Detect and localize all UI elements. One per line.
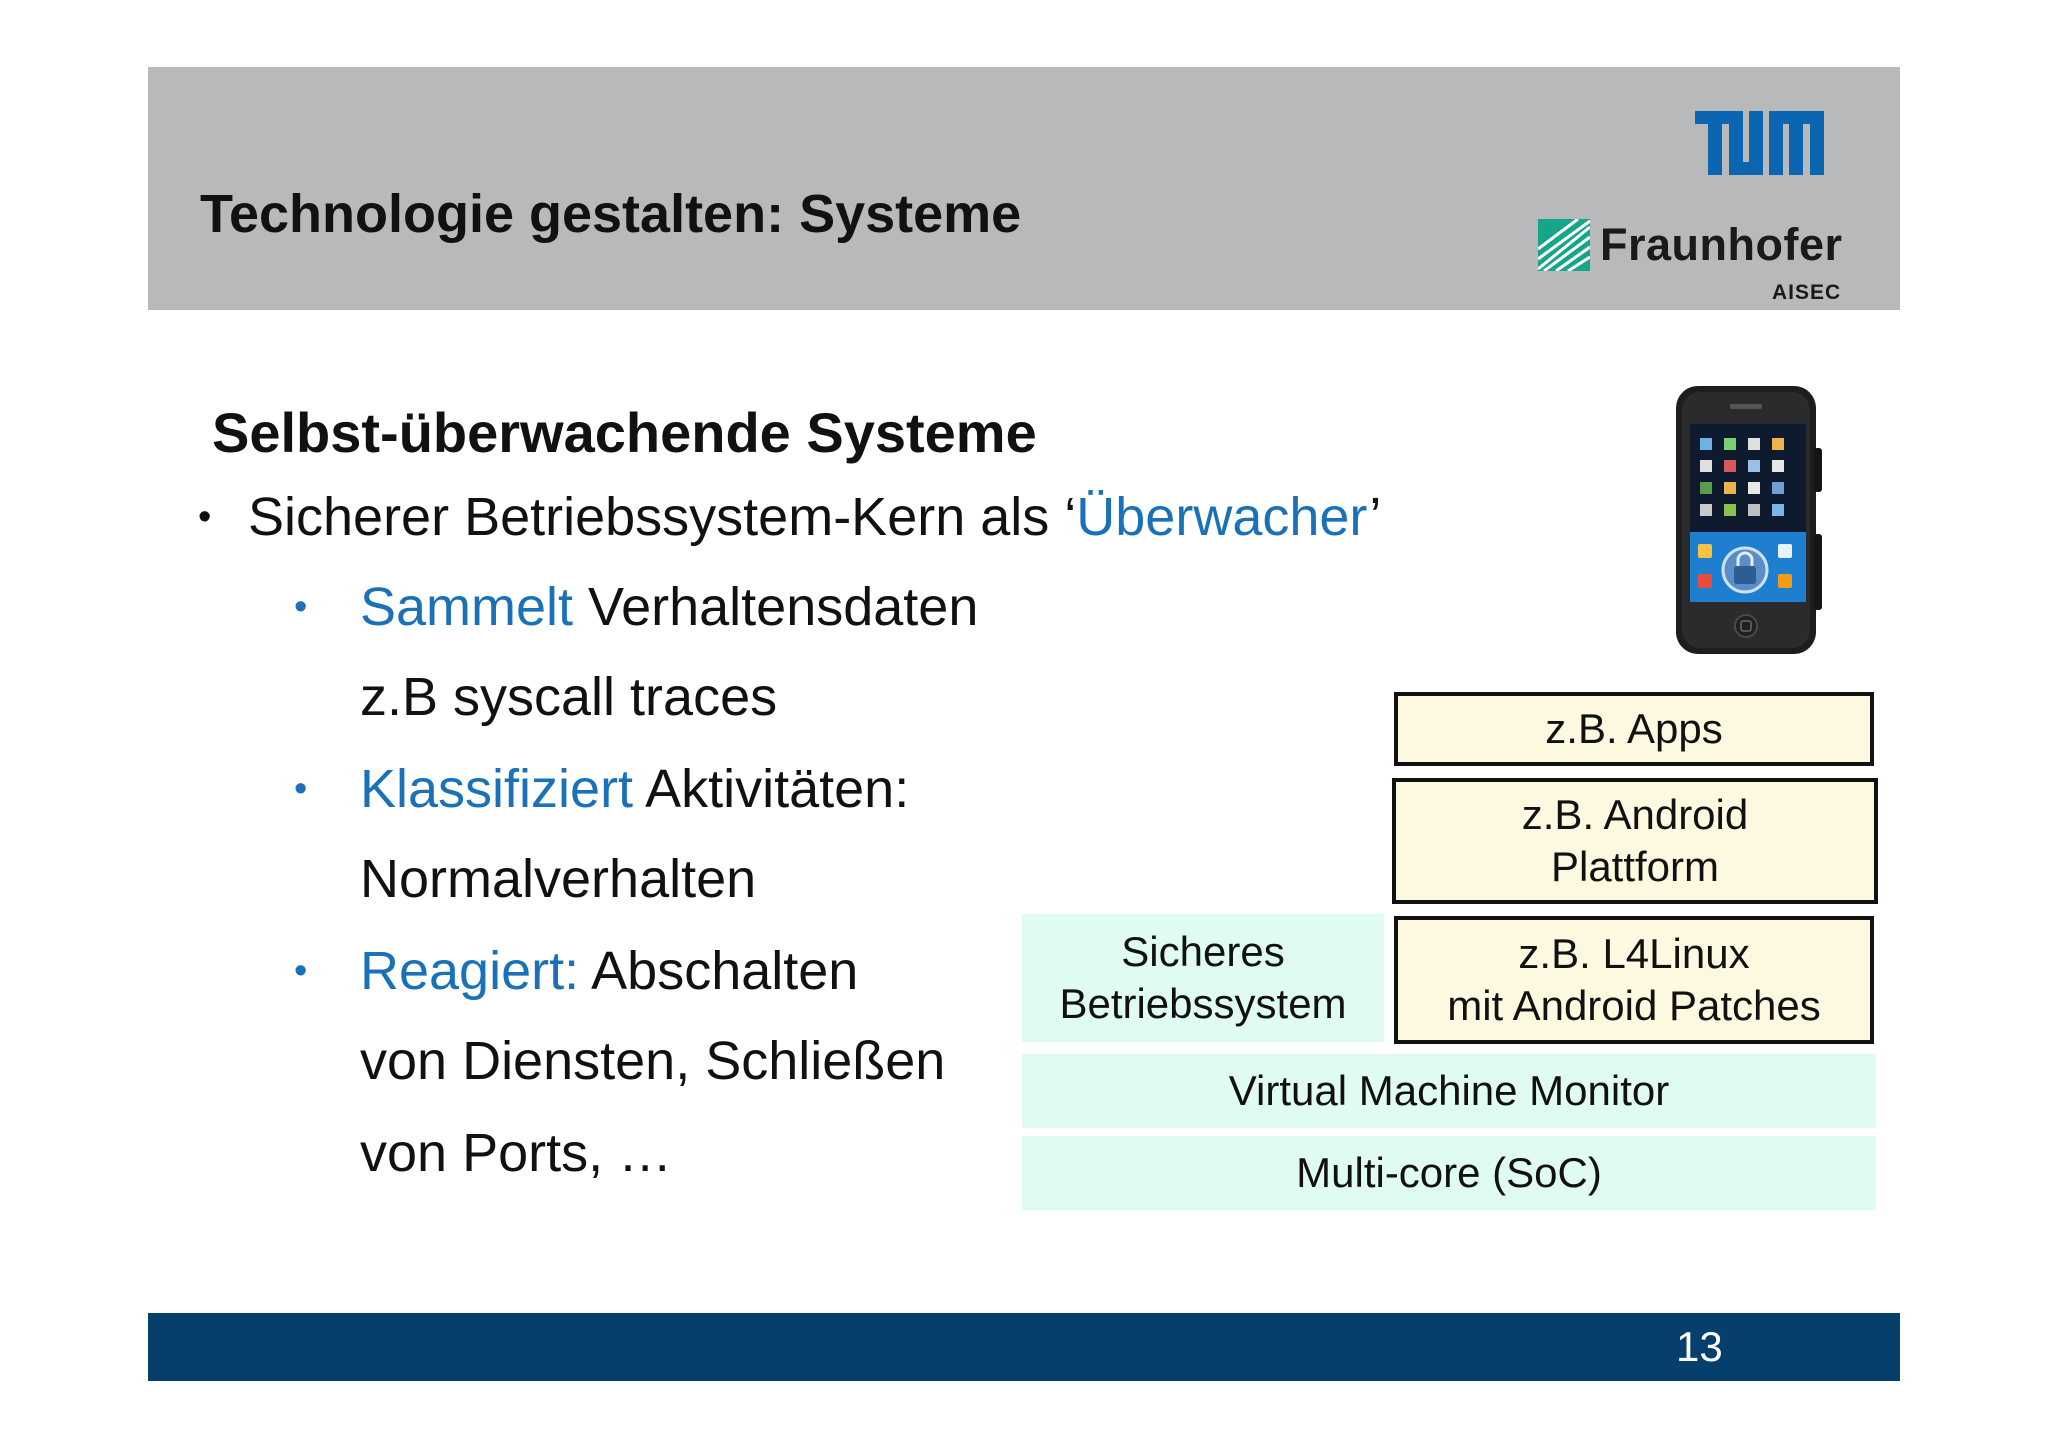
- bullet-text: [248, 484, 1381, 550]
- layer-l4linux-line1: z.B. L4Linux: [1518, 930, 1750, 977]
- layer-l4linux-line2: mit Android Patches: [1447, 982, 1821, 1029]
- layer-apps-label: z.B. Apps: [1545, 705, 1723, 752]
- slide-title: Technologie gestalten: Systeme: [200, 184, 1022, 244]
- section-title: Selbst-überwachende Systeme: [212, 401, 1037, 464]
- layer-soc: [1022, 1136, 1876, 1210]
- header-bar: [148, 67, 1900, 310]
- sub-bullet-text: [360, 756, 909, 822]
- layer-android-line1: z.B. Android: [1521, 791, 1749, 838]
- sub-bullet-rest: Abschalten: [579, 941, 859, 1001]
- sub-bullet-3-continuation-1: von Diensten, Schließen: [360, 1031, 946, 1091]
- sub-bullet-highlight: Reagiert:: [360, 941, 580, 1001]
- sub-bullet-highlight: Sammelt: [360, 577, 574, 637]
- layer-secure-os-line2: Betriebssystem: [1059, 980, 1347, 1027]
- layer-android-line2: Plattform: [1550, 843, 1720, 890]
- page-number: 13: [1676, 1323, 1723, 1370]
- bullet-text-suffix: ’: [1369, 487, 1382, 547]
- sub-bullet-rest: Verhaltensdaten: [573, 577, 979, 637]
- sub-bullet-1-continuation: z.B syscall traces: [360, 667, 778, 727]
- layer-secure-os: [1022, 914, 1384, 1042]
- tum-logo-icon: [1695, 111, 1824, 175]
- bullet-icon: •: [294, 768, 308, 810]
- layer-apps: [1394, 692, 1874, 766]
- layer-android: [1392, 778, 1878, 904]
- layer-l4linux: [1394, 916, 1874, 1044]
- layer-vmm: [1022, 1054, 1876, 1128]
- sub-bullet-2-continuation: Normalverhalten: [360, 849, 757, 909]
- sub-bullet-highlight: Klassifiziert: [360, 759, 634, 819]
- smartphone-icon: [1672, 384, 1824, 656]
- layer-vmm-label: Virtual Machine Monitor: [1228, 1067, 1670, 1114]
- bullet-icon: •: [198, 496, 212, 538]
- sub-bullet-rest: Aktivitäten:: [633, 759, 910, 819]
- fraunhofer-name: Fraunhofer: [1600, 219, 1843, 270]
- bullet-icon: •: [294, 950, 308, 992]
- sub-bullet-text: [360, 574, 978, 640]
- bullet-text-highlight: Überwacher: [1076, 487, 1370, 547]
- sub-bullet-text: [360, 938, 858, 1004]
- bullet-icon: •: [294, 586, 308, 628]
- layer-soc-label: Multi-core (SoC): [1296, 1149, 1602, 1196]
- bullet-text-prefix: Sicherer Betriebssystem-Kern als ‘: [248, 487, 1077, 547]
- fraunhofer-subtitle: AISEC: [1772, 281, 1842, 304]
- sub-bullet-3-continuation-2: von Ports, …: [360, 1123, 673, 1183]
- footer-bar: [148, 1313, 1900, 1381]
- layer-secure-os-line1: Sicheres: [1121, 928, 1285, 975]
- fraunhofer-logo-icon: [1538, 219, 1590, 271]
